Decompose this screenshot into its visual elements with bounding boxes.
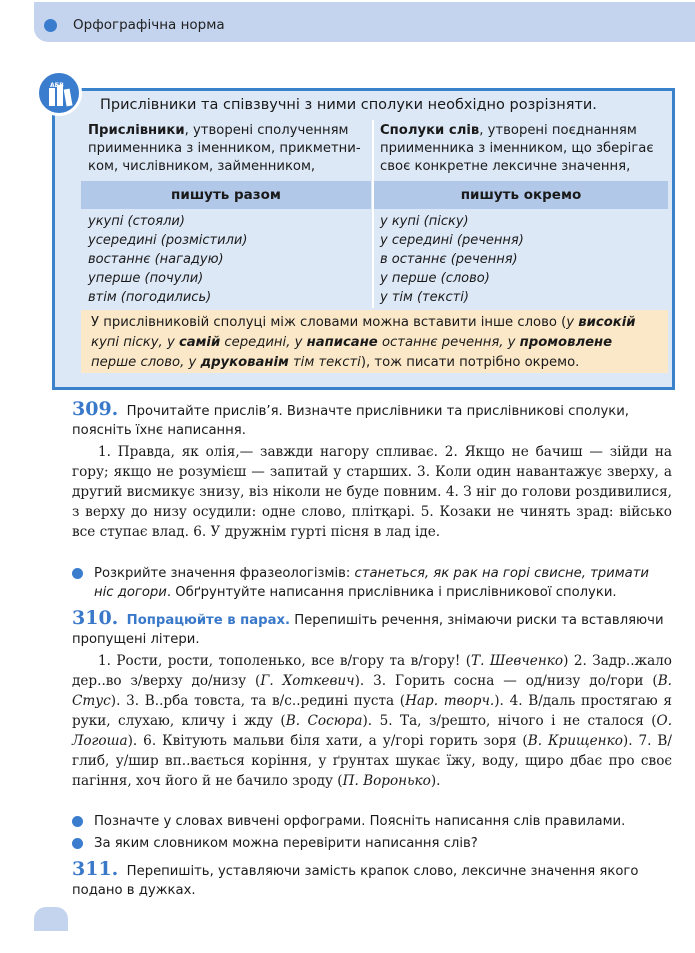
list-item: у перше (слово) (380, 271, 490, 286)
right-term: Сполуки слів (380, 123, 480, 138)
exercise-number: 311. (72, 858, 119, 880)
page-number-tab (34, 907, 68, 931)
page-header (34, 2, 695, 42)
column-divider (372, 120, 374, 308)
list-item: уперше (почули) (88, 271, 204, 286)
rule-intro: Прислівники та співзвучні з ними сполуки необхідно розрізняти. (100, 97, 597, 113)
exercise-number: 309. (72, 398, 119, 420)
left-examples (88, 212, 247, 307)
left-term: Прислівники (88, 123, 185, 138)
list-item: укупі (стояли) (88, 214, 185, 229)
bullet-icon (72, 568, 83, 579)
exercise-311-task: 311. Перепишіть, уставляючи замість крапок слово, лексичне значення якого подано в дужках. (72, 858, 639, 898)
header-separate: пишуть окремо (374, 181, 668, 209)
list-item: усередині (розмістили) (88, 233, 248, 248)
header-bullet-icon (44, 19, 57, 32)
svg-text:АБВ: АБВ (50, 82, 64, 89)
list-item: в останнє (речення) (380, 252, 518, 267)
left-definition: Прислівники, утворені сполученням приименника з іменником, прикметни- ком, числівником, займенником, (88, 123, 361, 174)
header-together: пишуть разом (81, 181, 371, 209)
exercise-number: 310. (72, 607, 119, 629)
exercise-310-bullet-1: Позначте у словах вивчені орфограми. Поясніть написання слів правилами. (72, 812, 672, 831)
right-examples (380, 212, 524, 307)
list-item: втім (погодились) (88, 290, 212, 305)
exercise-309-task: 309. Прочитайте прислів’я. Визначте прислівники та прислівникові сполуки, поясніть їхнє написання. (72, 398, 630, 438)
exercise-309-bullet: Розкрийте значення фразеологізмів: станеться, як рак на горі свисне, тримати ніс догори. Обґрунтуйте написання прислівника і прислівникової сполуки. (72, 564, 672, 602)
list-item: востаннє (нагадую) (88, 252, 224, 267)
exercise-310-text: 1. Рости, рости, тополенько, все в/гору та в/гору! (Т. Шевченко) 2. Задр..жало дер..во з/верху до/низу (Г. Хоткевич). 3. Горить сосна — од/низу до/гори (В. Стус). 3. В..рба товста, та в/с..редині пуста (Нар. творч.). 4. В/даль простягаю я руки, слухаю, кличу і жду (В. Сосюра). 5. Та, з/решто, нічого і не сталося (О. Логоша). 6. Квітують мальви біля хати, а у/горі горить зоря (В. Крищенко). 7. В/глиб, у/шир вп..вається коріння, у ґрунтах шукає їжу, воду, щиро дбає про своє пагіння, хоч його й не бачило зроду (П. Воронько). (72, 653, 673, 789)
abv-books-icon (36, 70, 82, 116)
rule-note: У прислівниковій сполуці між словами можна вставити інше слово (у високій купі піску, у самій середині, у написане останнє речення, у промовлене перше слово, у друкованім тім тексті), тож писати потрібно окремо. (81, 310, 668, 373)
exercise-310-bullet-2: За яким словником можна перевірити написання слів? (72, 834, 672, 853)
exercise-310-task: 310. Попрацюйте в парах. Перепишіть речення, знімаючи риски та вставляючи пропущені літери. (72, 607, 664, 647)
section-title: Орфографічна норма (73, 17, 225, 33)
list-item: у купі (піску) (380, 214, 469, 229)
bullet-icon (72, 816, 83, 827)
exercise-309-text: 1. Правда, як олія,— завжди нагору спливає. 2. Якщо не бачиш — зійди на гору; якщо не розумієш — запитай у старших. 3. Коли один навантажує зверху, а другий висмикує знизу, віз ніколи не буде повним. 4. З ніг до голови роздивилися, з верху до низу осудили: одне слово, плітқарі. 5. Козаки не чинять зрад: військо все ступає влад. 6. У дружнім гурті пісня в лад іде. (72, 444, 672, 540)
bullet-icon (72, 838, 83, 849)
right-definition: Сполуки слів, утворені поєднанням приименника з іменником, що зберігає своє конкретне лексичне значення, (380, 123, 654, 174)
list-item: у середині (речення) (380, 233, 524, 248)
list-item: у тім (тексті) (380, 290, 469, 305)
